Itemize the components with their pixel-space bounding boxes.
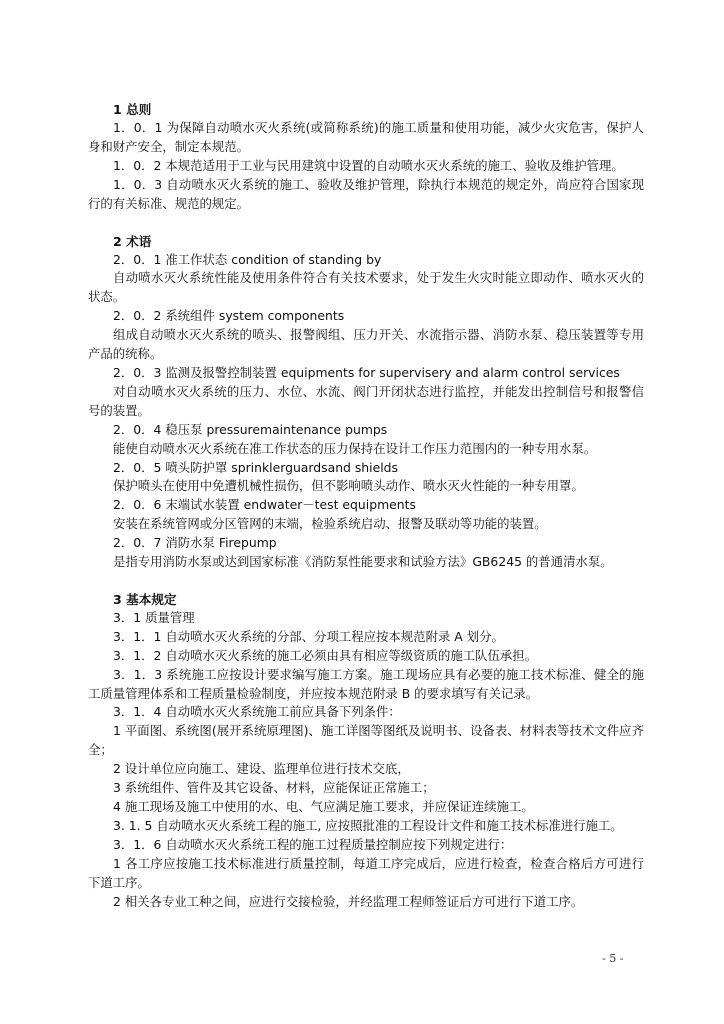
page-number: - 5 -	[602, 952, 624, 965]
list-item: 1 各工序应按施工技术标准进行质量控制，每道工序完成后，应进行检查，检查合格后方可进行下道工序。	[88, 855, 644, 890]
term-definition: 对自动喷水灭火系统的压力、水位、水流、阀门开闭状态进行监控，并能发出控制信号和报警信号的装置。	[88, 383, 644, 418]
paragraph: 3. 1. 5 自动喷水灭火系统工程的施工, 应按照批准的工程设计文件和施工技术标准进行施工。	[113, 817, 623, 833]
term-title: 2．0．4 稳压泵 pressuremaintenance pumps	[113, 421, 388, 437]
paragraph: 3．1．2 自动喷水灭火系统的施工必须由具有相应等级资质的施工队伍承担。	[113, 647, 538, 663]
paragraph: 1．0．3 自动喷水灭火系统的施工、验收及维护管理，除执行本规范的规定外，尚应符合国家现行的有关标准、规范的规定。	[88, 176, 644, 211]
term-title: 2．0．3 监测及报警控制装置 equipments for supervisery and alarm control services	[113, 364, 620, 380]
term-title: 2．0．2 系统组件 system components	[113, 308, 345, 324]
list-item: 4 施工现场及施工中使用的水、电、气应满足施工要求，并应保证连续施工。	[113, 799, 534, 814]
paragraph: 3．1．3 系统施工应按设计要求编写施工方案。施工现场应具有必要的施工技术标准、健全的施工质量管理体系和工程质量检验制度，并应按本规范附录 B 的要求填写有关记录。	[88, 666, 644, 701]
section-3-body	[88, 609, 644, 912]
paragraph: 3．1．6 自动喷水灭火系统工程的施工过程质量控制应按下列规定进行：	[113, 836, 513, 852]
term-title: 2．0．5 喷头防护罩 sprinklerguardsand shields	[113, 459, 398, 475]
term-title: 2．0．1 准工作状态 condition of standing by	[113, 251, 382, 267]
section-heading-2: 2 术语	[113, 233, 152, 249]
section-heading-3: 3 基本规定	[113, 591, 177, 607]
list-item: 3 系统组件、管件及其它设备、材料，应能保证正常施工；	[113, 780, 435, 796]
term-definition: 是指专用消防水泵或达到国家标准《消防泵性能要求和试验方法》GB6245 的普通清水泵。	[113, 554, 613, 570]
paragraph: 1．0．2 本规范适用于工业与民用建筑中设置的自动喷水灭火系统的施工、验收及维护管理。	[113, 157, 624, 173]
paragraph: 3．1．4 自动喷水灭火系统施工前应具备下列条件：	[113, 704, 401, 720]
section-1-body	[88, 119, 644, 214]
paragraph: 1．0．1 为保障自动喷水灭火系统(或简称系统)的施工质量和使用功能，减少火灾危害，保护人身和财产安全，制定本规范。	[88, 120, 644, 154]
term-definition: 保护喷头在使用中免遭机械性损伤，但不影响喷头动作、喷水灭火性能的一种专用罩。	[113, 478, 584, 494]
paragraph: 3．1．1 自动喷水灭火系统的分部、分项工程应按本规范附录 A 划分。	[113, 628, 504, 644]
section-2-body	[88, 251, 644, 572]
section-heading-1: 1 总则	[113, 102, 152, 117]
list-item: 2 相关各专业工种之间，应进行交接检验，并经监理工程师签证后方可进行下道工序。	[113, 893, 584, 909]
term-definition: 自动喷水灭火系统性能及使用条件符合有关技术要求，处于发生火灾时能立即动作、喷水灭火的状态。	[88, 270, 644, 305]
term-definition: 安装在系统管网或分区管网的末端，检验系统启动、报警及联动等功能的装置。	[113, 516, 547, 532]
term-definition: 组成自动喷水灭火系统的喷头、报警阀组、压力开关、水流指示器、消防水泵、稳压装置等专用产品的统称。	[88, 327, 644, 362]
term-definition: 能使自动喷水灭火系统在准工作状态的压力保持在设计工作压力范围内的一种专用水泵。	[113, 440, 597, 456]
term-title: 2．0．7 消防水泵 Firepump	[113, 535, 277, 551]
list-item: 1 平面图、系统图(展开系统原理图)、施工详图等图纸及说明书、设备表、材料表等技术文件应齐全；	[88, 723, 644, 758]
paragraph: 3．1 质量管理	[113, 609, 195, 625]
term-title: 2．0．6 末端试水装置 endwater－test equipments	[113, 497, 416, 513]
list-item: 2 设计单位应向施工、建设、监理单位进行技术交底，	[113, 761, 410, 777]
document-body	[88, 100, 644, 911]
